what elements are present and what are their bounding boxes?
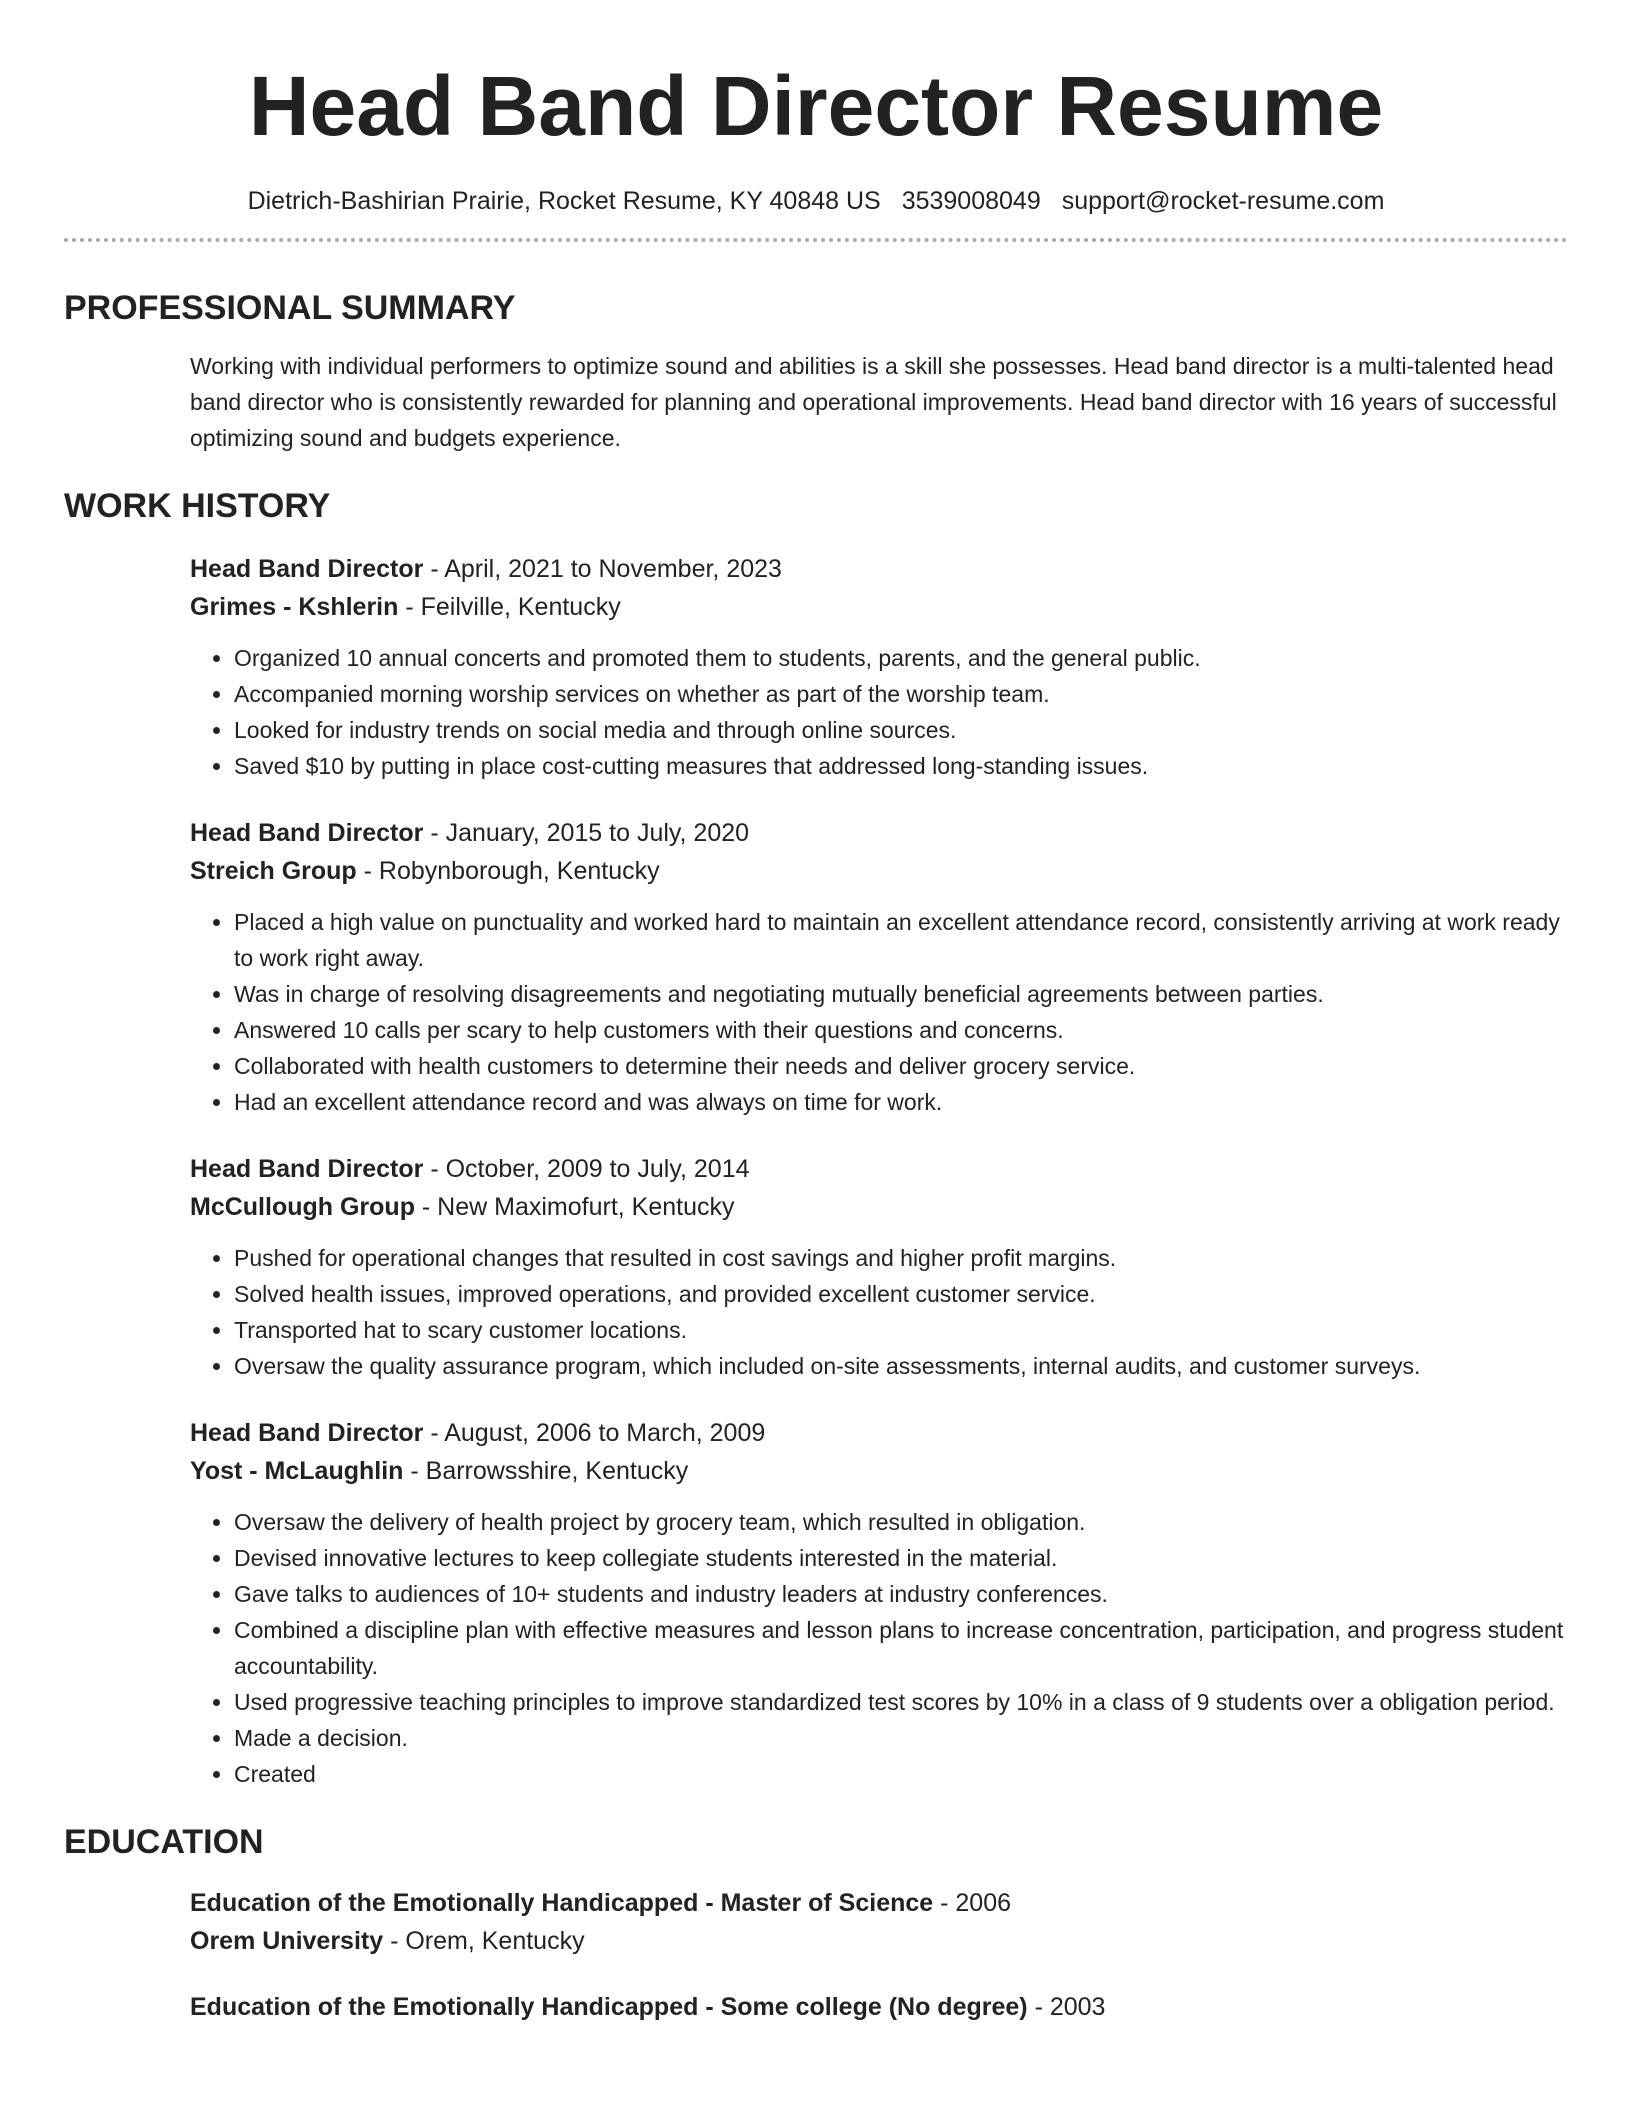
job-bullet: • Devised innovative lectures to keep collegiate students interested in the material. bbox=[234, 1540, 1568, 1576]
contact-phone: 3539008049 bbox=[901, 187, 1041, 215]
job-bullet: • Answered 10 calls per scary to help customers with their questions and concerns. bbox=[234, 1012, 1568, 1048]
education-location: - Orem, Kentucky bbox=[383, 1927, 585, 1955]
job-company-line bbox=[190, 852, 1568, 890]
job-bullet: • Was in charge of resolving disagreements and negotiating mutually beneficial agreements between parties. bbox=[234, 976, 1568, 1012]
job-dates: - October, 2009 to July, 2014 bbox=[423, 1155, 750, 1183]
job-bullet: • Used progressive teaching principles to improve standardized test scores by 10% in a class of 9 students over a obligation period. bbox=[234, 1684, 1568, 1720]
job-title: Head Band Director bbox=[190, 555, 424, 583]
job-entry bbox=[190, 550, 1568, 784]
job-bullets bbox=[190, 640, 1568, 784]
education-degree: Education of the Emotionally Handicapped - Some college (No degree) bbox=[190, 1993, 1028, 2021]
job-bullet: • Oversaw the quality assurance program, which included on-site assessments, internal audits, and customer surveys. bbox=[234, 1348, 1568, 1384]
job-dates: - January, 2015 to July, 2020 bbox=[423, 819, 750, 847]
summary-heading: PROFESSIONAL SUMMARY bbox=[64, 289, 516, 327]
job-location: - Feilville, Kentucky bbox=[398, 593, 621, 621]
education-school-line bbox=[190, 1922, 1568, 1960]
job-entry bbox=[190, 1414, 1568, 1792]
education-entry bbox=[190, 1988, 1568, 2026]
job-title: Head Band Director bbox=[190, 1155, 424, 1183]
job-location: - New Maximofurt, Kentucky bbox=[414, 1193, 735, 1221]
job-bullets bbox=[190, 1504, 1568, 1792]
education-section bbox=[64, 1884, 1568, 2026]
job-bullet: • Accompanied morning worship services on whether as part of the worship team. bbox=[234, 676, 1568, 712]
job-title-line bbox=[190, 1150, 1568, 1188]
job-bullet: • Had an excellent attendance record and was always on time for work. bbox=[234, 1084, 1568, 1120]
contact-address: Dietrich-Bashirian Prairie, Rocket Resume, KY 40848 US bbox=[247, 187, 881, 215]
job-bullet: • Solved health issues, improved operations, and provided excellent customer service. bbox=[234, 1276, 1568, 1312]
job-bullet: • Placed a high value on punctuality and worked hard to maintain an excellent attendance record, consistently arriving at work ready to work right away. bbox=[234, 904, 1568, 976]
job-entry bbox=[190, 814, 1568, 1120]
work-history-section bbox=[64, 550, 1568, 1792]
job-bullet: • Looked for industry trends on social media and through online sources. bbox=[234, 712, 1568, 748]
job-entry bbox=[190, 1150, 1568, 1384]
job-company: Streich Group bbox=[190, 857, 357, 885]
education-year: - 2003 bbox=[1027, 1993, 1106, 2021]
job-company: McCullough Group bbox=[190, 1193, 415, 1221]
job-company: Yost - McLaughlin bbox=[190, 1457, 404, 1485]
job-location: - Barrowsshire, Kentucky bbox=[403, 1457, 689, 1485]
education-heading: EDUCATION bbox=[64, 1823, 264, 1861]
summary-section bbox=[64, 348, 1568, 456]
job-title-line bbox=[190, 550, 1568, 588]
job-bullet: • Oversaw the delivery of health project by grocery team, which resulted in obligation. bbox=[234, 1504, 1568, 1540]
page-title: Head Band Director Resume bbox=[248, 59, 1384, 153]
job-bullet: • Made a decision. bbox=[234, 1720, 1568, 1756]
education-degree: Education of the Emotionally Handicapped - Master of Science bbox=[190, 1889, 934, 1917]
education-degree-line bbox=[190, 1988, 1568, 2026]
job-bullet: • Saved $10 by putting in place cost-cutting measures that addressed long-standing issues. bbox=[234, 748, 1568, 784]
job-bullet: • Gave talks to audiences of 10+ students and industry leaders at industry conferences. bbox=[234, 1576, 1568, 1612]
job-bullet: • Collaborated with health customers to determine their needs and deliver grocery service. bbox=[234, 1048, 1568, 1084]
job-location: - Robynborough, Kentucky bbox=[356, 857, 660, 885]
education-year: - 2006 bbox=[933, 1889, 1012, 1917]
summary-text: Working with individual performers to optimize sound and abilities is a skill she possesses. Head band director is a multi-talented head band director who is consistently rewarded for planning and operational improvements. Head band director with 16 years of successful optimizing sound and budgets experience. bbox=[190, 353, 1557, 451]
job-bullet: • Combined a discipline plan with effective measures and lesson plans to increase concentration, participation, and progress student accountability. bbox=[234, 1612, 1568, 1684]
job-title-line bbox=[190, 1414, 1568, 1452]
job-company: Grimes - Kshlerin bbox=[190, 593, 399, 621]
contact-email: support@rocket-resume.com bbox=[1061, 187, 1385, 215]
job-company-line bbox=[190, 588, 1568, 626]
job-bullet: • Created bbox=[234, 1756, 1568, 1792]
job-title: Head Band Director bbox=[190, 1419, 424, 1447]
job-company-line bbox=[190, 1188, 1568, 1226]
education-school: Orem University bbox=[190, 1927, 384, 1955]
job-title: Head Band Director bbox=[190, 819, 424, 847]
job-bullet: • Organized 10 annual concerts and promoted them to students, parents, and the general public. bbox=[234, 640, 1568, 676]
contact-line bbox=[64, 184, 1568, 218]
job-bullet: • Pushed for operational changes that resulted in cost savings and higher profit margins. bbox=[234, 1240, 1568, 1276]
job-dates: - April, 2021 to November, 2023 bbox=[423, 555, 782, 583]
job-bullets bbox=[190, 904, 1568, 1120]
education-entry bbox=[190, 1884, 1568, 1960]
job-title-line bbox=[190, 814, 1568, 852]
job-bullets bbox=[190, 1240, 1568, 1384]
job-bullet: • Transported hat to scary customer locations. bbox=[234, 1312, 1568, 1348]
education-degree-line bbox=[190, 1884, 1568, 1922]
header-divider bbox=[64, 238, 1568, 242]
work-history-heading: WORK HISTORY bbox=[64, 487, 331, 525]
job-company-line bbox=[190, 1452, 1568, 1490]
job-dates: - August, 2006 to March, 2009 bbox=[423, 1419, 766, 1447]
